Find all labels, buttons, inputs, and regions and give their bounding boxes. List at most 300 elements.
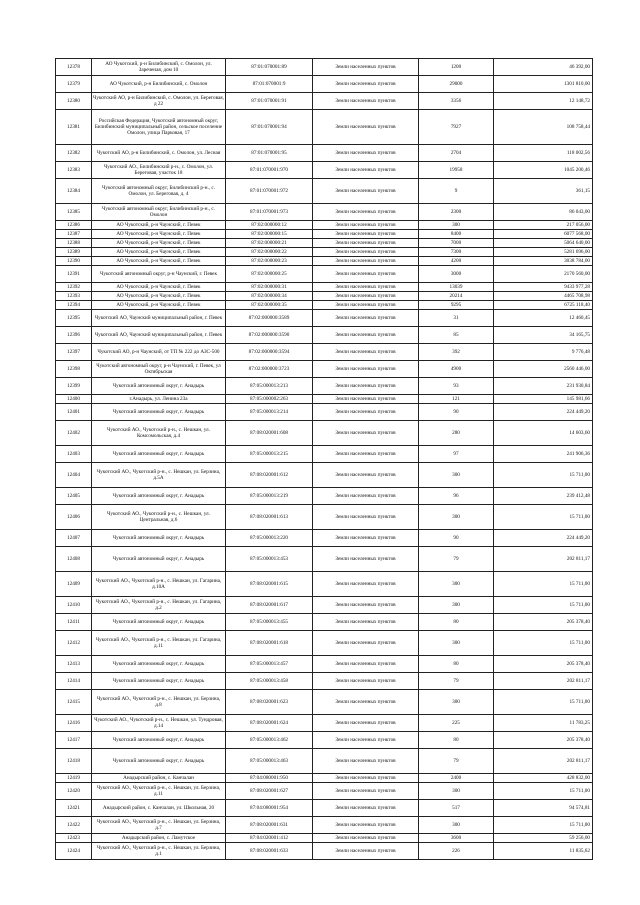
cell-cad: 87:01:070001:95 <box>226 145 313 162</box>
cell-cad: 87:02:000000:3594 <box>226 344 313 361</box>
cell-addr: Чукотский автономный округ, г. Анадырь <box>92 749 226 774</box>
cell-val: 6725 118,40 <box>494 301 593 310</box>
cell-cad: 87:02:000000:35 <box>226 301 313 310</box>
cell-val: 86 043,00 <box>494 204 593 221</box>
table-row <box>56 631 593 656</box>
cell-addr: Чукотский АО., Билибинский р-н., с. Омолон, ул. Береговая, участок 18 <box>92 162 226 179</box>
cell-cat: Земли населенных пунктов <box>313 76 419 93</box>
cell-area: 1200 <box>419 59 494 76</box>
cell-cat: Земли населенных пунктов <box>313 378 419 395</box>
cell-addr: Чукотский автономный округ, г. Анадырь <box>92 446 226 463</box>
cell-area: 4200 <box>419 257 494 266</box>
cell-addr: Российская Федерация, Чукотский автономный округ, Билибинский муниципальный район, сельское поселение Омолон, улица Парковая, 17 <box>92 110 226 145</box>
cell-val: 241 906,36 <box>494 446 593 463</box>
cell-area: 8400 <box>419 230 494 239</box>
cell-area: 392 <box>419 344 494 361</box>
table-row <box>56 221 593 230</box>
cell-area: 300 <box>419 572 494 597</box>
table-row <box>56 774 593 783</box>
cell-area: 7000 <box>419 239 494 248</box>
cell-val: 205 378,40 <box>494 732 593 749</box>
cell-area: 300 <box>419 783 494 800</box>
cell-cat: Земли населенных пунктов <box>313 572 419 597</box>
cell-id: 12416 <box>56 715 92 732</box>
cell-area: 80 <box>419 614 494 631</box>
cell-cat: Земли населенных пунктов <box>313 344 419 361</box>
table-row <box>56 614 593 631</box>
cell-cad: 87:02:000000:25 <box>226 266 313 283</box>
cell-addr: Чукотский автономный округ, г. Анадырь <box>92 673 226 690</box>
cell-addr: Чукотский АО., Чукотский р-н., с. Нешкан, ул. Берзина, д.11 <box>92 783 226 800</box>
cell-id: 12383 <box>56 162 92 179</box>
cell-addr: АО Чукотский, р-н Чаунский, г. Певек <box>92 230 226 239</box>
cell-addr: Чукотский автономный округ, г. Анадырь <box>92 378 226 395</box>
table-row <box>56 76 593 93</box>
cell-cad: 87:05:000013:455 <box>226 614 313 631</box>
cell-cad: 87:02:000000:15 <box>226 230 313 239</box>
cell-val: 239 412,48 <box>494 488 593 505</box>
cell-addr: Чукотский АО., Чукотский р-н., с. Нешкан, ул. Берзина, д.8 <box>92 690 226 715</box>
cell-id: 12417 <box>56 732 92 749</box>
cell-area: 300 <box>419 690 494 715</box>
table-row <box>56 547 593 572</box>
cell-area: 93 <box>419 378 494 395</box>
cell-cat: Земли населенных пунктов <box>313 93 419 110</box>
cell-area: 300 <box>419 505 494 530</box>
table-row <box>56 597 593 614</box>
cell-id: 12410 <box>56 597 92 614</box>
table-row <box>56 162 593 179</box>
cell-cat: Земли населенных пунктов <box>313 179 419 204</box>
cell-id: 12395 <box>56 310 92 327</box>
cell-id: 12396 <box>56 327 92 344</box>
cell-addr: Чукотский АО., Чукотский р-н., с. Нешкан, ул. Гагарина, д.11 <box>92 631 226 656</box>
cell-val: 15 711,00 <box>494 572 593 597</box>
cell-id: 12398 <box>56 361 92 378</box>
table-row <box>56 446 593 463</box>
table-row <box>56 257 593 266</box>
cell-cat: Земли населенных пунктов <box>313 488 419 505</box>
cell-addr: Чукотский автономный округ, г. Анадырь <box>92 404 226 421</box>
cell-id: 12405 <box>56 488 92 505</box>
cell-id: 12404 <box>56 463 92 488</box>
cell-id: 12384 <box>56 179 92 204</box>
cell-addr: Чукотский автономный округ, р-н Чаунский, г. Певек <box>92 266 226 283</box>
cell-cat: Земли населенных пунктов <box>313 834 419 843</box>
cell-area: 96 <box>419 488 494 505</box>
cell-cat: Земли населенных пунктов <box>313 395 419 404</box>
cell-cat: Земли населенных пунктов <box>313 204 419 221</box>
cell-area: 300 <box>419 817 494 834</box>
cell-cad: 87:05:000013:220 <box>226 530 313 547</box>
table-row <box>56 505 593 530</box>
cell-cat: Земли населенных пунктов <box>313 800 419 817</box>
cell-cad: 87:05:000002:263 <box>226 395 313 404</box>
cell-id: 12397 <box>56 344 92 361</box>
cell-val: 12 148,72 <box>494 93 593 110</box>
cell-area: 31 <box>419 310 494 327</box>
cell-area: 280 <box>419 421 494 446</box>
cell-area: 300 <box>419 631 494 656</box>
cell-id: 12412 <box>56 631 92 656</box>
cell-val: 11 783,25 <box>494 715 593 732</box>
table-row <box>56 378 593 395</box>
table-row <box>56 404 593 421</box>
cell-area: 121 <box>419 395 494 404</box>
cell-addr: Чукотский АО., Чукотский р-н., с. Нешкан, ул. Гагарина, д.10А <box>92 572 226 597</box>
cell-cat: Земли населенных пунктов <box>313 597 419 614</box>
cell-id: 12413 <box>56 656 92 673</box>
table-row <box>56 656 593 673</box>
cell-area: 7300 <box>419 248 494 257</box>
cell-addr: АО Чукотский, р-н Чаунский, г. Певек <box>92 239 226 248</box>
cell-val: 15 711,00 <box>494 631 593 656</box>
cell-addr: Чукотский АО, Чаунский муниципальный район, г. Певек <box>92 310 226 327</box>
cell-id: 12385 <box>56 204 92 221</box>
cell-val: 12 460,45 <box>494 310 593 327</box>
table-row <box>56 344 593 361</box>
cell-val: 202 811,17 <box>494 547 593 572</box>
cell-val: 2560 446,00 <box>494 361 593 378</box>
cell-area: 3000 <box>419 266 494 283</box>
cell-cad: 87:05:000013:219 <box>226 488 313 505</box>
land-registry-sheet <box>55 58 593 860</box>
cell-addr: Чукотский АО., Чукотский р-н., с. Нешкан, ул. Тундровая, д.14 <box>92 715 226 732</box>
cell-cat: Земли населенных пунктов <box>313 162 419 179</box>
cell-val: 205 378,40 <box>494 614 593 631</box>
table-row <box>56 327 593 344</box>
cell-val: 224 449,20 <box>494 530 593 547</box>
cell-id: 12387 <box>56 230 92 239</box>
cell-val: 2170 560,00 <box>494 266 593 283</box>
cell-cad: 87:08:020001:613 <box>226 505 313 530</box>
cell-id: 12409 <box>56 572 92 597</box>
cell-val: 14 603,60 <box>494 421 593 446</box>
cell-val: 5281 696,00 <box>494 248 593 257</box>
cell-id: 12402 <box>56 421 92 446</box>
cell-cat: Земли населенных пунктов <box>313 361 419 378</box>
cell-addr: АО Чукотский, р-н Чаунский, г. Певек <box>92 292 226 301</box>
cell-area: 2300 <box>419 204 494 221</box>
cell-area: 300 <box>419 597 494 614</box>
table-row <box>56 110 593 145</box>
cell-cat: Земли населенных пунктов <box>313 673 419 690</box>
cell-cat: Земли населенных пунктов <box>313 783 419 800</box>
cell-cat: Земли населенных пунктов <box>313 230 419 239</box>
cell-cat: Земли населенных пунктов <box>313 266 419 283</box>
cell-cad: 87:02:000000:3590 <box>226 327 313 344</box>
cell-area: 300 <box>419 463 494 488</box>
cell-val: 11 835,62 <box>494 843 593 860</box>
cell-id: 12394 <box>56 301 92 310</box>
cell-val: 15 711,00 <box>494 597 593 614</box>
cell-id: 12381 <box>56 110 92 145</box>
cell-cat: Земли населенных пунктов <box>313 310 419 327</box>
cell-id: 12389 <box>56 248 92 257</box>
cell-val: 94 574,81 <box>494 800 593 817</box>
cell-id: 12415 <box>56 690 92 715</box>
cell-id: 12390 <box>56 257 92 266</box>
cell-addr: АО Чукотский, р-н Чаунский, г. Певек <box>92 301 226 310</box>
cell-addr: Анадырский район, с. Канчалан <box>92 774 226 783</box>
cell-area: 3356 <box>419 93 494 110</box>
cell-addr: АО Чукотский, р-н Чаунский, г. Певек <box>92 248 226 257</box>
table-row <box>56 310 593 327</box>
table-row <box>56 421 593 446</box>
cell-cad: 87:08:020001:608 <box>226 421 313 446</box>
table-row <box>56 204 593 221</box>
cell-val: 361,15 <box>494 179 593 204</box>
cell-addr: АО Чукотский, р-н Чаунский, г. Певек <box>92 221 226 230</box>
cell-cad: 87:02:000000:31 <box>226 283 313 292</box>
table-row <box>56 715 593 732</box>
cell-area: 79 <box>419 547 494 572</box>
cell-addr: Чукотский автономный округ, г. Анадырь <box>92 530 226 547</box>
cell-cat: Земли населенных пунктов <box>313 614 419 631</box>
cell-id: 12391 <box>56 266 92 283</box>
cell-cad: 87:05:000013:213 <box>226 378 313 395</box>
cell-addr: Чукотский АО, р-н Билибинский, с. Омолон, ул. Береговая, д 22 <box>92 93 226 110</box>
table-row <box>56 230 593 239</box>
cell-cat: Земли населенных пунктов <box>313 732 419 749</box>
cell-id: 12378 <box>56 59 92 76</box>
table-row <box>56 179 593 204</box>
cell-cat: Земли населенных пунктов <box>313 656 419 673</box>
cell-addr: Чукотский автономный округ, Билибинский р-н., с. Омолон <box>92 204 226 221</box>
cell-id: 12407 <box>56 530 92 547</box>
cell-cad: 87:01:070001:972 <box>226 179 313 204</box>
cell-area: 79 <box>419 749 494 774</box>
cell-area: 225 <box>419 715 494 732</box>
cell-id: 12420 <box>56 783 92 800</box>
cell-cat: Земли населенных пунктов <box>313 446 419 463</box>
cell-cad: 87:08:020001:617 <box>226 597 313 614</box>
cell-cad: 87:04:080001:950 <box>226 774 313 783</box>
cell-id: 12393 <box>56 292 92 301</box>
cell-id: 12399 <box>56 378 92 395</box>
table-row <box>56 395 593 404</box>
cell-cad: 87:02:000000:21 <box>226 239 313 248</box>
cell-val: 59 256,00 <box>494 834 593 843</box>
cell-cad: 87:01:070001:94 <box>226 110 313 145</box>
cell-cad: 87:05:000013:463 <box>226 749 313 774</box>
cell-addr: г.Анадырь, ул. Ленина 23а <box>92 395 226 404</box>
table-row <box>56 488 593 505</box>
cell-val: 1301 810,00 <box>494 76 593 93</box>
table-row <box>56 59 593 76</box>
cell-addr: Анадырский район, с. Канчалан, ул. Школьная, 20 <box>92 800 226 817</box>
cell-cat: Земли населенных пунктов <box>313 843 419 860</box>
cell-cat: Земли населенных пунктов <box>313 257 419 266</box>
cell-val: 108 758,44 <box>494 110 593 145</box>
cell-cad: 87:08:020001:623 <box>226 690 313 715</box>
cell-id: 12421 <box>56 800 92 817</box>
cell-area: 3600 <box>419 834 494 843</box>
cell-cad: 87:05:000013:214 <box>226 404 313 421</box>
cell-cad: 87:05:000013:453 <box>226 547 313 572</box>
table-row <box>56 817 593 834</box>
cell-addr: Чукотский автономный округ, г. Анадырь <box>92 614 226 631</box>
cell-cad: 87:02:000000:3723 <box>226 361 313 378</box>
cell-val: 202 811,17 <box>494 673 593 690</box>
cell-area: 20214 <box>419 292 494 301</box>
cell-area: 13039 <box>419 283 494 292</box>
cell-addr: Чукотский АО., Чукотский р-н., с. Нешкан, ул. Берзина, д.5А <box>92 463 226 488</box>
cell-cad: 87:08:020001:627 <box>226 783 313 800</box>
table-row <box>56 266 593 283</box>
cell-val: 118 002,56 <box>494 145 593 162</box>
cell-area: 7927 <box>419 110 494 145</box>
cell-cad: 87:02:000000:34 <box>226 292 313 301</box>
table-row <box>56 248 593 257</box>
cell-cat: Земли населенных пунктов <box>313 421 419 446</box>
table-row <box>56 145 593 162</box>
cell-addr: Чукотский АО., Чукотский р-н., с. Нешкан, ул. Гагарина, д.2 <box>92 597 226 614</box>
cell-id: 12400 <box>56 395 92 404</box>
cell-cad: 87:02:000000:22 <box>226 248 313 257</box>
cell-val: 46 392,00 <box>494 59 593 76</box>
cell-cad: 87:04:020001:412 <box>226 834 313 843</box>
cell-cad: 87:01:070001:970 <box>226 162 313 179</box>
cell-area: 90 <box>419 530 494 547</box>
cell-cad: 87:05:000013:458 <box>226 673 313 690</box>
cell-cat: Земли населенных пунктов <box>313 292 419 301</box>
cell-addr: Чукотский автономный округ, г. Анадырь <box>92 656 226 673</box>
cell-addr: АО Чукотский, р-н Билибинский, с. Омолон <box>92 76 226 93</box>
cell-addr: Чукотский АО., Чукотский р-н., с. Нешкан, ул. Берзина, д.1 <box>92 843 226 860</box>
cell-addr: Чукотский автономный округ, г. Анадырь <box>92 488 226 505</box>
cell-cat: Земли населенных пунктов <box>313 715 419 732</box>
cell-cat: Земли населенных пунктов <box>313 248 419 257</box>
cell-cat: Земли населенных пунктов <box>313 145 419 162</box>
cell-id: 12380 <box>56 93 92 110</box>
cell-cat: Земли населенных пунктов <box>313 463 419 488</box>
cell-addr: Чукотский автономный округ, Билибинский р-н., с. Омолон, ул. Береговая, д. 4 <box>92 179 226 204</box>
cell-cad: 87:01:070001:89 <box>226 59 313 76</box>
cell-addr: Чукотский АО., Чукотский р-н., с. Нешкан, ул. Центральная, д.6 <box>92 505 226 530</box>
cell-cat: Земли населенных пунктов <box>313 59 419 76</box>
table-row <box>56 732 593 749</box>
cell-val: 205 378,40 <box>494 656 593 673</box>
cell-val: 15 711,00 <box>494 505 593 530</box>
land-plots-table <box>55 58 593 860</box>
cell-id: 12423 <box>56 834 92 843</box>
cell-addr: Чукотский автономный округ, г. Анадырь <box>92 547 226 572</box>
table-row <box>56 673 593 690</box>
cell-id: 12379 <box>56 76 92 93</box>
cell-val: 145 981,66 <box>494 395 593 404</box>
cell-id: 12392 <box>56 283 92 292</box>
cell-addr: АО Чукотский, р-н Чаунский, г. Певек <box>92 257 226 266</box>
cell-cad: 87:08:020001:618 <box>226 631 313 656</box>
cell-area: 517 <box>419 800 494 817</box>
table-row <box>56 690 593 715</box>
cell-val: 224 449,20 <box>494 404 593 421</box>
cell-area: 2400 <box>419 774 494 783</box>
cell-val: 15 711,00 <box>494 463 593 488</box>
cell-area: 29000 <box>419 76 494 93</box>
cell-id: 12411 <box>56 614 92 631</box>
cell-cat: Земли населенных пунктов <box>313 547 419 572</box>
cell-cat: Земли населенных пунктов <box>313 283 419 292</box>
cell-cat: Земли населенных пунктов <box>313 817 419 834</box>
cell-cat: Земли населенных пунктов <box>313 327 419 344</box>
cell-val: 1045 200,46 <box>494 162 593 179</box>
cell-id: 12401 <box>56 404 92 421</box>
table-row <box>56 834 593 843</box>
cell-cat: Земли населенных пунктов <box>313 239 419 248</box>
cell-id: 12406 <box>56 505 92 530</box>
cell-val: 231 930,84 <box>494 378 593 395</box>
cell-cat: Земли населенных пунктов <box>313 749 419 774</box>
cell-cad: 87:01:070001:9 <box>226 76 313 93</box>
cell-cat: Земли населенных пунктов <box>313 631 419 656</box>
cell-val: 217 056,00 <box>494 221 593 230</box>
cell-id: 12418 <box>56 749 92 774</box>
cell-cad: 87:05:000013:462 <box>226 732 313 749</box>
cell-id: 12403 <box>56 446 92 463</box>
cell-val: 202 811,17 <box>494 749 593 774</box>
cell-area: 226 <box>419 843 494 860</box>
cell-cat: Земли населенных пунктов <box>313 774 419 783</box>
table-row <box>56 843 593 860</box>
table-row <box>56 530 593 547</box>
cell-id: 12388 <box>56 239 92 248</box>
cell-val: 4465 708,98 <box>494 292 593 301</box>
cell-val: 3038 784,00 <box>494 257 593 266</box>
cell-id: 12414 <box>56 673 92 690</box>
cell-id: 12424 <box>56 843 92 860</box>
cell-cad: 87:05:000013:457 <box>226 656 313 673</box>
cell-cad: 87:02:000000:3589 <box>226 310 313 327</box>
table-row <box>56 800 593 817</box>
cell-addr: Чукотский АО., Чукотский р-н., с. Нешкан, ул. Берзина, д.7 <box>92 817 226 834</box>
cell-addr: Анадырский район, с. Ламутское <box>92 834 226 843</box>
cell-val: 15 711,00 <box>494 817 593 834</box>
table-row <box>56 239 593 248</box>
cell-addr: АО Чукотский, р-н Билибинский, с. Омолон, ул. Зареченая, дом 10 <box>92 59 226 76</box>
cell-cat: Земли населенных пунктов <box>313 530 419 547</box>
cell-area: 2704 <box>419 145 494 162</box>
table-row <box>56 292 593 301</box>
table-row <box>56 361 593 378</box>
cell-area: 85 <box>419 327 494 344</box>
cell-val: 34 165,75 <box>494 327 593 344</box>
table-row <box>56 783 593 800</box>
table-row <box>56 463 593 488</box>
cell-cat: Земли населенных пунктов <box>313 505 419 530</box>
cell-cad: 87:02:000000:23 <box>226 257 313 266</box>
cell-area: 9295 <box>419 301 494 310</box>
cell-area: 80 <box>419 656 494 673</box>
cell-addr: Чукотский автономный округ, г. Анадырь <box>92 732 226 749</box>
cell-cad: 87:08:020001:633 <box>226 843 313 860</box>
cell-cad: 87:08:020001:624 <box>226 715 313 732</box>
cell-val: 6077 568,00 <box>494 230 593 239</box>
cell-cad: 87:08:020001:612 <box>226 463 313 488</box>
cell-cad: 87:02:000000:12 <box>226 221 313 230</box>
table-row <box>56 301 593 310</box>
cell-id: 12382 <box>56 145 92 162</box>
cell-cat: Земли населенных пунктов <box>313 404 419 421</box>
cell-area: 97 <box>419 446 494 463</box>
cell-cat: Земли населенных пунктов <box>313 301 419 310</box>
cell-addr: Чукотский автономный округ, р-н Чаунский, г. Певек, ул Октябрьская <box>92 361 226 378</box>
cell-id: 12422 <box>56 817 92 834</box>
cell-id: 12408 <box>56 547 92 572</box>
cell-addr: Чукотский АО, р-н Чаунский, от ТП № 222 до АЗС-500 <box>92 344 226 361</box>
cell-cat: Земли населенных пунктов <box>313 690 419 715</box>
